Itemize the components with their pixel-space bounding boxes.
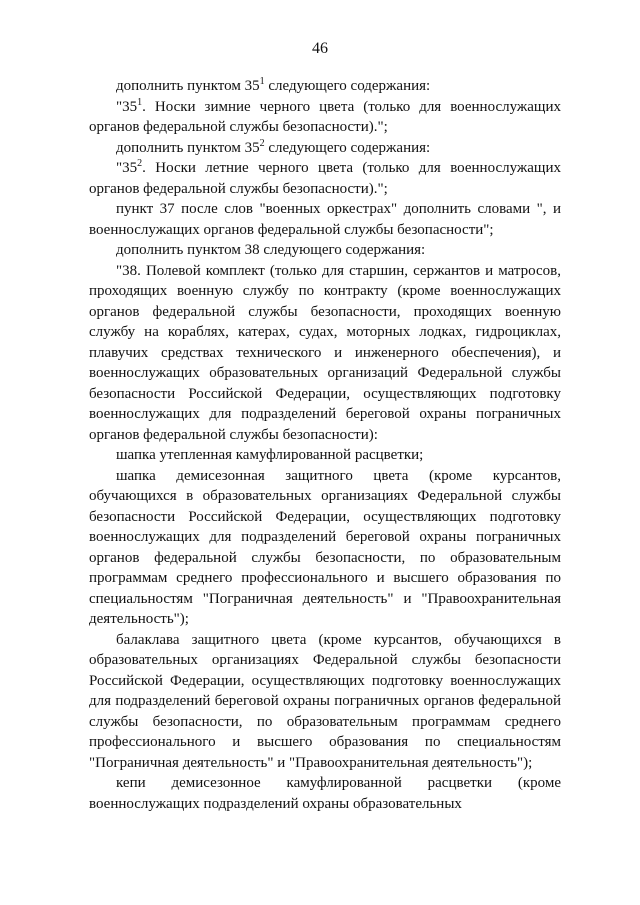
page-number: 46 bbox=[312, 40, 328, 57]
paragraph: дополнить пунктом $35^1$ следующего содержания: bbox=[116, 76, 431, 94]
paragraph: шапка демисезонная защитного цвета (кроме курсантов, обучающихся в образовательных организациях Федеральной службы безопасности Российской Федерации, осуществляющих подготовку военнослужащих для подразделений береговой охраны пограничных органов федеральной службы безопасности, по образовательным программам среднего профессионального и высшего образования по специальностям "Пограничная деятельность" и "Правоохранительная деятельность"); bbox=[89, 467, 561, 627]
superscript: 2 bbox=[259, 137, 265, 149]
paragraph: балаклава защитного цвета (кроме курсантов, обучающихся в образовательных организациях Федеральной службы безопасности Российской Федерации, осуществляющих подготовку военнослужащих для подразделений береговой охраны пограничных органов федеральной службы безопасности, по образовательным программам среднего профессионального и высшего образования по специальностям "Пограничная деятельность" и "Правоохранительная деятельность"); bbox=[89, 631, 561, 771]
paragraph: дополнить пунктом $35^2$ следующего содержания: bbox=[116, 137, 431, 156]
superscript: 1 bbox=[259, 76, 265, 87]
paragraph: пункт 37 после слов "военных оркестрах" дополнить словами ", и военнослужащих органов федеральной службы безопасности"; bbox=[89, 201, 561, 238]
paragraph: шапка утепленная камуфлированной расцветки; bbox=[116, 447, 424, 463]
paragraph: "38. Полевой комплект (только для старшин, сержантов и матросов, проходящих военную службу по контракту (кроме военнослужащих органов федеральной службы безопасности, проходящих военную службу на кораблях, катерах, судах, моторных лодках, гидроциклах, плавучих средствах технического и инженерного обеспечения), и военнослужащих образовательных организаций Федеральной службы безопасности Российской Федерации, осуществляющих подготовку военнослужащих для подразделений береговой охраны пограничных органов федеральной службы безопасности): bbox=[89, 262, 561, 443]
paragraph: дополнить пунктом 38 следующего содержания: bbox=[116, 242, 426, 258]
paragraph: "$35^2$. Носки летние черного цвета (только для военнослужащих органов федеральной службы безопасности)."; bbox=[89, 158, 561, 197]
paragraph: кепи демисезонное камуфлированной расцветки (кроме военнослужащих подразделений охраны образовательных bbox=[89, 775, 561, 812]
document-body bbox=[89, 76, 561, 814]
superscript: 2 bbox=[137, 158, 143, 169]
paragraph: "$35^1$. Носки зимние черного цвета (только для военнослужащих органов федеральной службы безопасности)."; bbox=[89, 96, 561, 135]
superscript: 1 bbox=[137, 96, 143, 108]
